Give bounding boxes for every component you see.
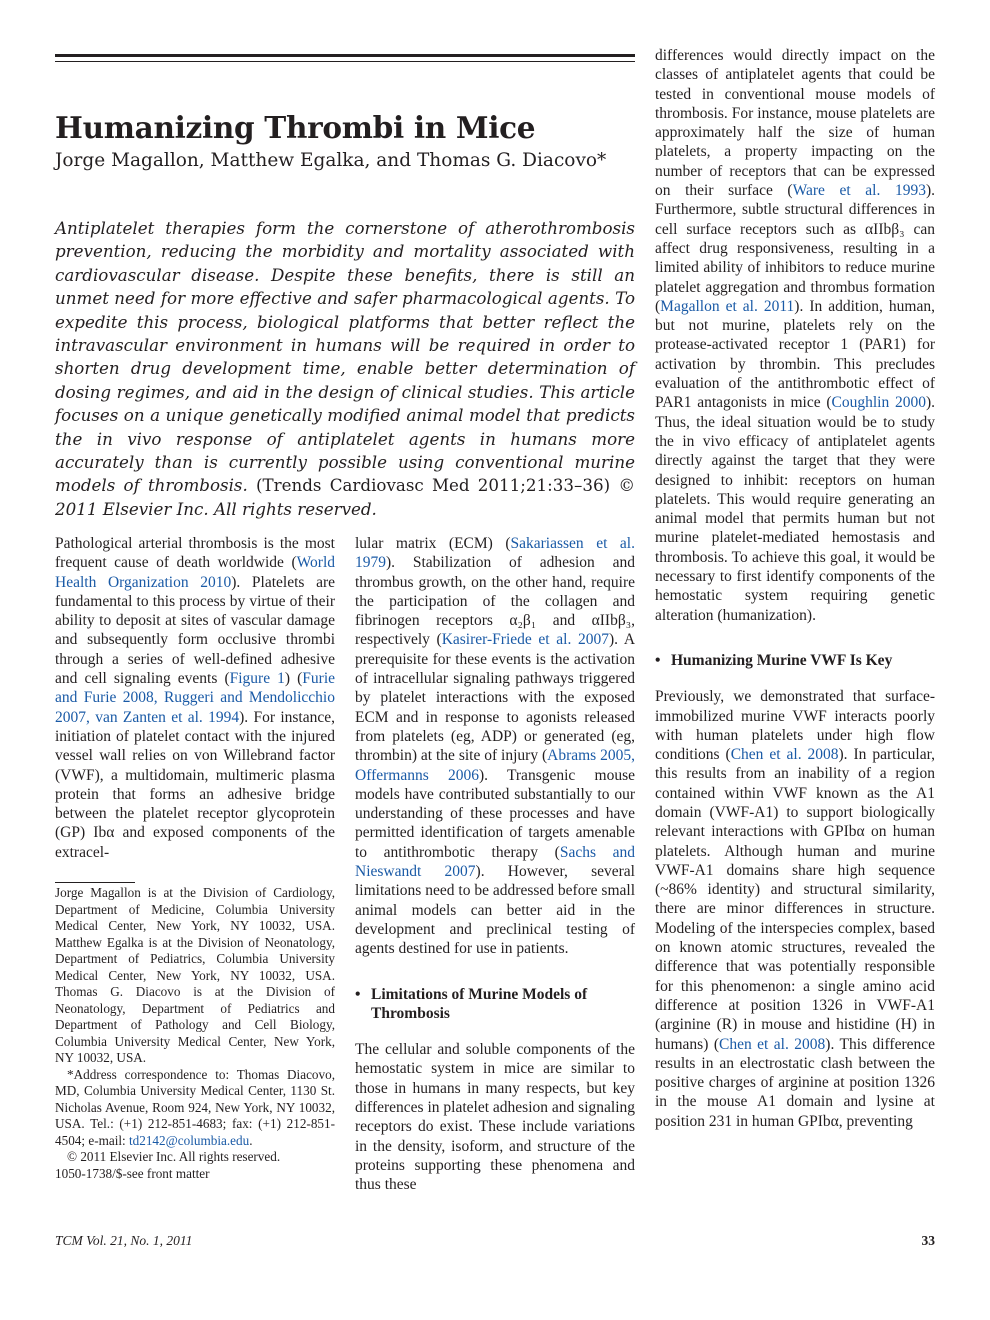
footnote-copyright: © 2011 Elsevier Inc. All rights reserved.	[67, 1149, 281, 1164]
paragraph	[55, 534, 335, 862]
body-text: ). Furthermore, subtle structural differences in cell surface receptors such as αIIbβ₃ can affect drug responsiveness, resulting in a limited ability of inhibitors to reduce murine platelet aggregation and thrombus formation (	[655, 182, 936, 315]
body-text: ). Stabilization of adhesion and thrombus growth, on the other hand, require the participation of the collagen and fibrinogen receptors α₂β₁ and αIIbβ₃, respectively (	[355, 554, 635, 649]
footnote	[55, 885, 335, 1182]
paragraph	[655, 687, 935, 1131]
correspondence-text: *Address correspondence to: Thomas Diacovo, MD, Columbia University Medical Center, 1130 St. Nicholas Avenue, Room 924, New York, NY 10032, USA. Tel.: (+1) 212-851-4683; fax: (+1) 212-851-4504; e-mail:	[55, 1066, 335, 1148]
bullet-icon: •	[655, 651, 661, 669]
body-text: ). A prerequisite for these events is the activation of intracellular signaling pathways triggered by platelet interactions with the exposed ECM and in response to agonists released from platelets (eg, ADP) or generated (eg, thrombin) at the site of injury (	[355, 631, 636, 765]
abstract-copyright: © 2011 Elsevier Inc. All rights reserved.	[55, 475, 635, 519]
citation-link[interactable]: Chen et al. 2008	[718, 1035, 826, 1053]
heading-label: Limitations of Murine Models of Thrombosis	[371, 985, 588, 1022]
heading-text	[655, 651, 935, 670]
abstract	[55, 217, 635, 521]
page-number: 33	[921, 1233, 935, 1248]
paragraph	[655, 46, 935, 625]
correspondence-end: .	[249, 1132, 253, 1148]
footnote-issn: 1050-1738/$-see front matter	[55, 1165, 210, 1181]
paragraph	[355, 534, 635, 959]
citation-link[interactable]: Magallon et al. 2011	[660, 297, 795, 315]
paragraph: The cellular and soluble components of the hemostatic system in mice are similar to those in humans in many respects, but key differences in platelet adhesion and signaling receptors do exist. These include variations in the density, isoform, and structure of the proteins supporting these phenomena and thus these	[355, 1041, 635, 1194]
abstract-citation: (Trends Cardiovasc Med 2011;21:33–36)	[256, 475, 611, 496]
article-authors: Jorge Magallon, Matthew Egalka, and Thomas G. Diacovo*	[55, 150, 607, 171]
citation-link[interactable]: Coughlin 2000	[831, 394, 926, 412]
citation-link[interactable]: Furie and Furie 2008, Ruggeri and Mendolicchio 2007, van Zanten et al. 1994	[55, 670, 336, 726]
abstract-body: Antiplatelet therapies form the cornerstone of atherothrombosis prevention, reducing the morbidity and mortality associated with cardiovascular disease. Despite these benefits, there is still an unmet need for more effective and safer pharmacological agents. To expedite this process, biological platforms that better reflect the intravascular environment in humans will be required in order to shorten drug development time, enable better determination of dosing regimes, and aid in the design of clinical studies. This article focuses on a unique genetically modified animal model that predicts the in vivo response of antiplatelet agents in humans more accurately than is currently possible using conventional murine models of thrombosis.	[55, 218, 635, 496]
citation-link[interactable]: Sakariassen et al. 1979	[355, 535, 635, 572]
citation-link[interactable]: Ware et al. 1993	[792, 182, 926, 200]
citation-link[interactable]: Chen et al. 2008	[730, 746, 839, 764]
body-text: ). In addition, human, but not murine, platelets rely on the protease-activated receptor 1 (PAR1) for activation by thrombin. This precludes evaluation of the antithrombotic effect of PAR1 antagonists in mice (	[655, 297, 935, 412]
heading-text	[355, 985, 635, 1024]
body-text: ). Platelets are fundamental to this process by virtue of their ability to deposit at sites of vascular damage and subsequently form occlusive thrombi through a series of well-defined adhesive and cell signaling events (	[55, 573, 335, 688]
body-column-1	[55, 534, 335, 862]
citation-link[interactable]: Abrams 2005, Offermanns 2006	[355, 747, 635, 784]
body-text: ) (	[284, 670, 303, 688]
footnote-rule	[55, 882, 135, 883]
body-text: lular matrix (ECM) (	[355, 535, 511, 552]
email-link[interactable]: td2142@columbia.edu	[128, 1132, 250, 1148]
footnote-affiliations: Jorge Magallon is at the Division of Cardiology, Department of Medicine, Columbia University Medical Center, New York, NY 10032, USA. Matthew Egalka is at the Division of Neonatology, Department of Pediatrics, Columbia University Medical Center, New York, NY 10032, USA. Thomas G. Diacovo is at the Division of Neonatology, Department of Pediatrics and Department of Pathology and Cell Biology, Columbia University Medical Center, New York, NY 10032, USA.	[55, 885, 335, 1065]
footnote-correspondence	[55, 1067, 335, 1150]
body-text: Pathological arterial thrombosis is the most frequent cause of death worldwide (	[55, 535, 335, 572]
body-text: ). For instance, initiation of platelet contact with the injured vessel wall relies on von Willebrand factor (VWF), a multidomain, multimeric plasma protein that forms an adhesive bridge between the platelet receptor glycoprotein (GP) Ibα and exposed components of the extracel-	[55, 708, 335, 861]
article-title: Humanizing Thrombi in Mice	[55, 110, 536, 145]
figure-link[interactable]: Figure 1	[229, 670, 285, 688]
body-column-3	[655, 46, 935, 1131]
section-heading-limitations	[355, 985, 635, 1024]
bullet-icon: •	[355, 985, 361, 1003]
body-text: ). In particular, this results from an inability of a region contained within VWF known as the A1 domain (VWF-A1) to support biologically relevant interactions with GPIbα on human platelets. Although human and murine VWF-A1 domains share high sequence (~86% identity) and structural similarity, there are minor differences in structure. Modeling of the interspecies complex, based on known atomic structures, revealed the difference that was potentially responsible for this phenomenon: a single amino acid difference at position 1326 in VWF-A1 (arginine (R) in mouse and histidine (H) in humans) (	[655, 746, 935, 1053]
body-text: ). This difference results in an electrostatic clash between the positive charges of arginine at position 1326 in the mouse A1 domain and lysine at position 231 in human GPIbα, preventing	[655, 1035, 936, 1130]
body-text: Previously, we demonstrated that surface-immobilized murine VWF interacts poorly with human platelets under high flow conditions (	[655, 688, 935, 764]
body-text: ). Transgenic mouse models have contributed substantially to our understanding of these processes and have permitted identification of targets amenable to antithrombotic therapy (	[355, 766, 635, 861]
journal-footer: TCM Vol. 21, No. 1, 2011	[55, 1233, 193, 1248]
body-text: differences would directly impact on the classes of antiplatelet agents that could be tested in conventional mouse models of thrombosis. For instance, mouse platelets are approximately half the size of human platelets, a property impacting on the number of receptors that can be expressed on their surface (	[655, 47, 935, 200]
body-column-2	[355, 534, 635, 1195]
body-text: ). Thus, the ideal situation would be to study the in vivo efficacy of antiplatelet agents directly against the target that they were designed to inhibit: receptors on human platelets. This would require generating an animal model that permits human but not murine platelet-mediated hemostasis and thrombosis. To achieve this goal, it would be necessary to first identify components of the hemostatic system requiring genetic alteration (humanization).	[655, 394, 936, 624]
body-text: ). However, several limitations need to be addressed before small animal models can better aid in the development and preclinical testing of agents destined for use in patients.	[355, 863, 635, 958]
heading-label: Humanizing Murine VWF Is Key	[671, 651, 893, 669]
citation-link[interactable]: Sachs and Nieswandt 2007	[355, 843, 635, 881]
citation-link[interactable]: World Health Organization 2010	[55, 554, 335, 591]
header-rule-thick	[55, 54, 635, 57]
section-heading-humanizing	[655, 651, 935, 670]
header-rule-thin	[55, 61, 635, 62]
citation-link[interactable]: Kasirer-Friede et al. 2007	[441, 631, 609, 649]
